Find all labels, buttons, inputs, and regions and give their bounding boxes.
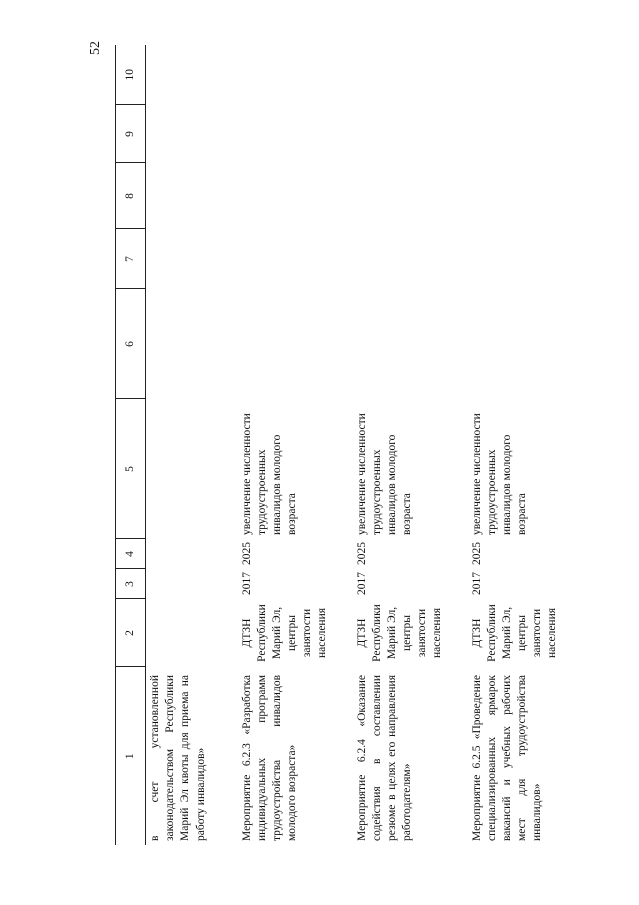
result-cell: увеличение численности трудоустроенных инвалидов молодого возраста	[355, 413, 414, 535]
header-col-1: 1	[116, 667, 146, 845]
header-col-3: 3	[116, 569, 146, 599]
header-col-7: 7	[116, 229, 146, 289]
end-year-cell: 2025	[470, 542, 483, 565]
table-row	[468, 45, 583, 845]
start-year-cell: 2017	[355, 572, 368, 595]
plan-table	[115, 45, 583, 845]
header-col-5: 5	[116, 399, 146, 539]
table-row	[353, 45, 468, 845]
continuation-cell: в счет установленной законодательством Республики Марий Эл квоты для приема на работу инвалидов»	[149, 675, 207, 841]
header-col-4: 4	[116, 539, 146, 569]
header-col-8: 8	[116, 163, 146, 229]
table-row	[146, 45, 238, 845]
header-row	[116, 45, 146, 845]
header-col-6: 6	[116, 289, 146, 399]
event-title-cell: Мероприятие 6.2.4 «Оказание содействия в составлении резюме в целях его направления работодателям»	[355, 675, 414, 841]
end-year-cell: 2025	[240, 542, 253, 565]
header-col-10: 10	[116, 45, 146, 105]
result-cell: увеличение численности трудоустроенных инвалидов молодого возраста	[240, 413, 299, 535]
start-year-cell: 2017	[240, 572, 253, 595]
header-col-9: 9	[116, 105, 146, 163]
executor-cell: ДТЗН Республики Марий Эл, центры занятости населения	[240, 604, 329, 662]
end-year-cell: 2025	[355, 542, 368, 565]
executor-cell: ДТЗН Республики Марий Эл, центры занятости населения	[355, 604, 444, 662]
event-title-cell: Мероприятие 6.2.3 «Разработка индивидуальных программ трудоустройства инвалидов молодого возраста»	[240, 675, 299, 841]
result-cell: увеличение численности трудоустроенных инвалидов молодого возраста	[470, 413, 529, 535]
page-number: 52	[88, 41, 103, 55]
rotated-table-frame	[115, 45, 635, 845]
start-year-cell: 2017	[470, 572, 483, 595]
header-col-2: 2	[116, 599, 146, 667]
executor-cell: ДТЗН Республики Марий Эл, центры занятости населения	[470, 604, 559, 662]
table-row	[238, 45, 353, 845]
event-title-cell: Мероприятие 6.2.5 «Проведение специализированных ярмарок вакансий и учебных рабочих мест для трудоустройства инвалидов»	[470, 675, 544, 841]
